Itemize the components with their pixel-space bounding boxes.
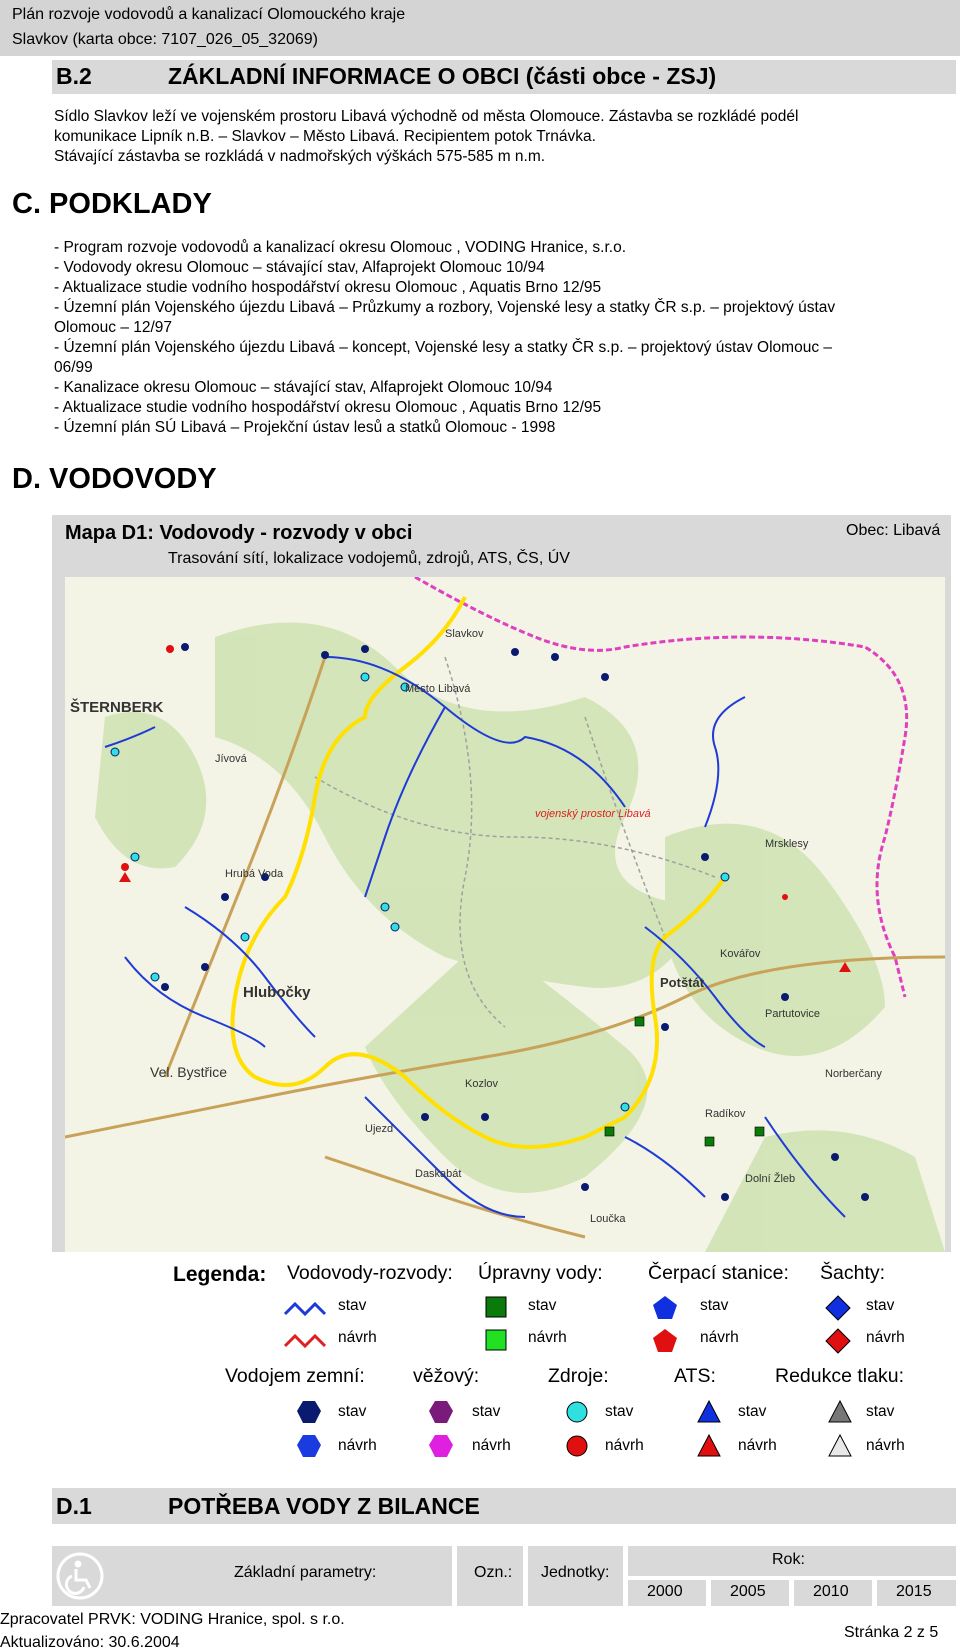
header-title: Plán rozvoje vodovodů a kanalizací Olomouckého kraje [12,6,406,23]
legend-heading-ground-reservoir: Vodojem zemní: [225,1365,365,1387]
legend-heading-sources: Zdroje: [548,1365,609,1387]
section-d1-title: POTŘEBA VODY Z BILANCE [168,1493,480,1519]
b2-text-line: komunikace Lipník n.B. – Slavkov – Město Libavá. Recipientem potok Trnávka. [54,128,596,145]
legend-heading-ats: ATS: [674,1365,716,1387]
map-label: Partutovice [765,1008,821,1020]
document-header [0,0,960,56]
map-label: Kozlov [465,1078,499,1090]
footer-updated: Aktualizováno: 30.6.2004 [0,1634,180,1651]
c-list-item: - Územní plán Vojenského újezdu Libavá – Průzkumy a rozbory, Vojenské lesy a statky ČR s.p. – projektový ústav [54,299,836,316]
legend-heading-pumping: Čerpací stanice: [648,1262,789,1284]
table-year-2015: 2015 [896,1583,932,1600]
table-header-year: Rok: [772,1551,805,1568]
table-header-params: Základní parametry: [234,1564,377,1581]
map-subtitle: Trasování sítí, lokalizace vodojemů, zdrojů, ATS, ČS, ÚV [168,550,570,567]
legend-label-stav: stav [338,1403,367,1420]
legend-heading-tower-reservoir: věžový: [413,1365,480,1387]
legend-heading-pressure-reduction: Redukce tlaku: [775,1365,904,1387]
legend-label-navrh: návrh [700,1329,739,1346]
legend-label-stav: stav [472,1403,501,1420]
map-label: Loučka [590,1213,626,1225]
map-label: Norberčany [825,1068,882,1080]
legend-pressure-reduction-symbols [828,1400,852,1462]
b2-text-line: Stávající zástavba se rozkládá v nadmořských výškách 575-585 m n.m. [54,148,546,165]
section-c-title: C. PODKLADY [12,188,212,220]
c-list-item: - Aktualizace studie vodního hospodářství okresu Olomouc , Aquatis Brno 12/95 [54,399,602,416]
legend-heading-shafts: Šachty: [820,1262,886,1284]
table-header-ozn: Ozn.: [474,1564,513,1581]
map-label: Hlubočky [243,984,311,1001]
table-header-units: Jednotky: [541,1564,610,1581]
map-label: Potštát [660,975,705,990]
legend-label-stav: stav [700,1297,729,1314]
map-label: Jívová [215,753,247,765]
map-label: Dolní Žleb [745,1173,796,1185]
legend-ats-symbols [697,1400,721,1462]
legend-shaft-symbols [825,1295,851,1357]
table-year-2010: 2010 [813,1583,849,1600]
c-list-item: 06/99 [54,359,93,376]
c-list-item: - Územní plán Vojenského újezdu Libavá – koncept, Vojenské lesy a statky ČR s.p. – projektový ústav Olomouc – [54,339,832,356]
map-label: Radíkov [705,1108,746,1120]
legend-label-stav: stav [605,1403,634,1420]
legend-label-stav: stav [338,1297,367,1314]
map-label: Slavkov [445,628,484,640]
legend-tower-reservoir-symbols [428,1400,454,1464]
section-b2-title: ZÁKLADNÍ INFORMACE O OBCI (části obce - ZSJ) [168,63,717,89]
b2-text-line: Sídlo Slavkov leží ve vojenském prostoru Libavá východně od města Olomouce. Zástavba se rozkládé podél [54,108,799,125]
legend-label-navrh: návrh [528,1329,567,1346]
map-label: Mrsklesy [765,838,809,850]
legend-label-navrh: návrh [472,1437,511,1454]
legend-label-stav: stav [866,1297,895,1314]
legend-label-navrh: návrh [338,1437,377,1454]
section-d-title: D. VODOVODY [12,463,217,495]
legend-label-navrh: návrh [338,1329,377,1346]
footer-page-number: Stránka 2 z 5 [844,1624,939,1641]
map-drawing [65,577,945,1252]
legend-pipe-symbols [283,1292,333,1358]
legend-treatment-symbols [485,1296,509,1356]
legend-label-stav: stav [866,1403,895,1420]
header-subtitle: Slavkov (karta obce: 7107_026_05_32069) [12,31,318,48]
section-d1-number: D.1 [56,1493,92,1519]
c-list-item: - Územní plán SÚ Libavá – Projekční ústav lesů a statků Olomouc - 1998 [54,419,556,436]
legend-title: Legenda: [173,1263,267,1286]
c-list-item: - Vodovody okresu Olomouc – stávající stav, Alfaprojekt Olomouc 10/94 [54,259,545,276]
footer-processor: Zpracovatel PRVK: VODING Hranice, spol. s r.o. [0,1611,345,1628]
map-label: vojenský prostor Libavá [535,808,651,820]
legend-label-navrh: návrh [866,1437,905,1454]
accessibility-icon [54,1550,106,1602]
map-label: Hrubá Voda [225,868,284,880]
legend-source-symbols [565,1400,589,1462]
legend-label-navrh: návrh [738,1437,777,1454]
map-municipality: Obec: Libavá [846,522,941,539]
legend-heading-treatment: Úpravny vody: [478,1262,603,1284]
map-title: Mapa D1: Vodovody - rozvody v obci [65,522,413,544]
legend-label-stav: stav [528,1297,557,1314]
c-list-item: - Aktualizace studie vodního hospodářství okresu Olomouc , Aquatis Brno 12/95 [54,279,602,296]
legend-pumping-symbols [652,1295,678,1357]
legend-label-stav: stav [738,1403,767,1420]
table-year-2000: 2000 [647,1583,683,1600]
map-label: Vel. Bystřice [150,1064,228,1080]
map-label: Kovářov [720,948,761,960]
legend-label-navrh: návrh [866,1329,905,1346]
legend-label-navrh: návrh [605,1437,644,1454]
map-label: Město Libavá [405,683,471,695]
table-year-2005: 2005 [730,1583,766,1600]
water-supply-map[interactable] [65,577,945,1252]
map-label: Daskabát [415,1168,462,1180]
map-label: Ujezd [365,1123,394,1135]
map-label: ŠTERNBERK [70,699,164,716]
legend-ground-reservoir-symbols [296,1400,322,1464]
section-b2-number: B.2 [56,63,92,89]
c-list-item: - Program rozvoje vodovodů a kanalizací okresu Olomouc , VODING Hranice, s.r.o. [54,239,627,256]
c-list-item: - Kanalizace okresu Olomouc – stávající stav, Alfaprojekt Olomouc 10/94 [54,379,553,396]
c-list-item: Olomouc – 12/97 [54,319,173,336]
legend-heading-pipes: Vodovody-rozvody: [287,1262,453,1284]
